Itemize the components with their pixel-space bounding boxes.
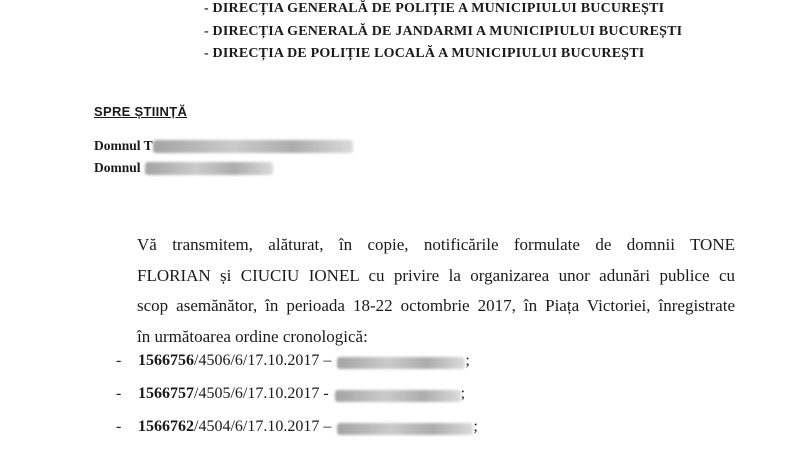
body-line: scop asemănător, în perioada 18-22 octombrie 2017, în Piața Victoriei, înregistrate (137, 296, 735, 315)
addressee (94, 138, 353, 160)
recipient-line: - DIRECȚIA DE POLIȚIE LOCALĂ A MUNICIPIULUI BUCUREȘTI (204, 46, 645, 61)
body-line: FLORIAN și CIUCIU IONEL cu privire la organizarea unor adunări publice cu (137, 265, 735, 285)
addressee-prefix: Domnul T (94, 138, 153, 153)
recipient-list (204, 0, 682, 69)
registration-details: /4505/6/17.10.2017 - (194, 385, 329, 402)
registration-entry (116, 352, 478, 385)
redaction-blur (337, 423, 473, 435)
redaction-blur (145, 162, 273, 175)
registration-entry (116, 418, 478, 451)
recipient-line: - DIRECȚIA GENERALĂ DE JANDARMI A MUNICIPIULUI BUCUREȘTI (204, 23, 683, 39)
list-dash: - (116, 352, 122, 369)
body-paragraph (137, 230, 735, 352)
registration-list (116, 352, 478, 451)
entry-terminator: ; (473, 418, 478, 435)
body-line: Vă transmitem, alăturat, în copie, notificările formulate de domnii TONE (137, 235, 735, 254)
body-line: în următoarea ordine cronologică: (137, 326, 368, 346)
redaction-blur (153, 140, 353, 153)
spre-stiinta-heading: SPRE ȘTIINȚĂ (94, 104, 188, 119)
redaction-blur (335, 390, 461, 402)
registration-number: 1566756 (138, 352, 194, 369)
list-dash: - (116, 385, 122, 402)
addressee (94, 160, 353, 182)
registration-number: 1566757 (138, 385, 194, 402)
registration-details: /4506/6/17.10.2017 – (194, 352, 332, 369)
registration-number: 1566762 (138, 418, 194, 435)
registration-entry (116, 385, 478, 418)
recipient-line: - DIRECȚIA GENERALĂ DE POLIȚIE A MUNICIPIULUI BUCUREȘTI (204, 1, 665, 16)
addressee-prefix: Domnul (94, 160, 141, 175)
entry-terminator: ; (465, 352, 470, 369)
list-dash: - (116, 418, 122, 435)
addressee-list (94, 138, 353, 182)
redaction-blur (337, 357, 465, 369)
registration-details: /4504/6/17.10.2017 – (194, 418, 332, 435)
entry-terminator: ; (460, 385, 466, 402)
